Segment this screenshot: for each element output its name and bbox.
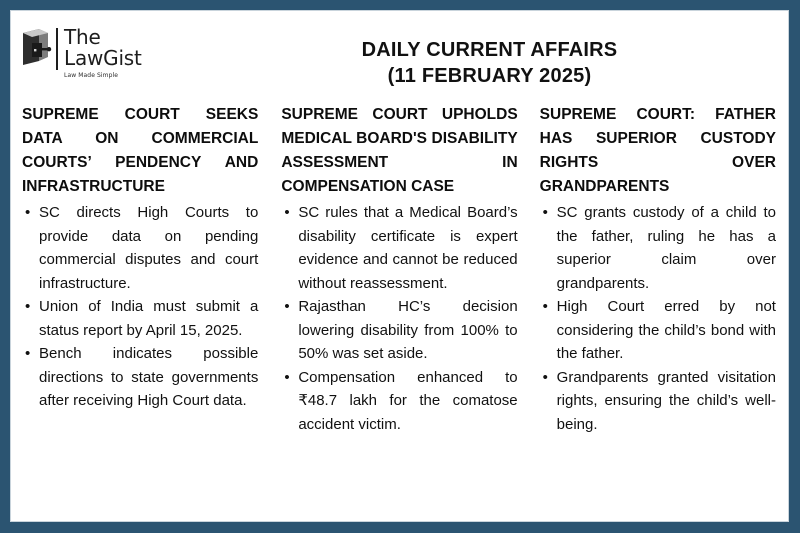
list-item: • Bench indicates possible directions to state governments after receiving High Court data. [22, 342, 258, 413]
column-1-heading: SUPREME COURT SEEKS DATA ON COMMERCIAL COURTS’ PENDENCY AND INFRASTRUCTURE [22, 106, 259, 195]
list-item: • High Court erred by not considering the child’s bond with the father. [540, 295, 776, 366]
list-item: • Compensation enhanced to ₹48.7 lakh for the comatose accident victim. [281, 366, 517, 437]
title-line-1: DAILY CURRENT AFFAIRS [361, 39, 618, 61]
logo-wordmark [64, 27, 142, 80]
list-item: • SC grants custody of a child to the father, ruling he has a superior claim over grandparents. [540, 201, 776, 295]
law-book-door-icon [19, 27, 53, 67]
list-item: • Rajasthan HC’s decision lowering disability from 100% to 50% was set aside. [281, 295, 517, 366]
news-column-1 [22, 103, 271, 521]
column-3-bullet-list [540, 201, 776, 436]
page-title [201, 37, 778, 89]
logo-line-lawgist: LawGist [64, 46, 142, 70]
brand-logo [19, 27, 142, 80]
list-item: • Grandparents granted visitation rights, ensuring the child’s well-being. [540, 366, 776, 437]
news-column-3 [530, 103, 776, 521]
list-item: • Union of India must submit a status report by April 15, 2025. [22, 295, 258, 342]
title-line-2: (11 FEBRUARY 2025) [387, 65, 592, 87]
news-columns [11, 103, 788, 521]
logo-divider [56, 28, 58, 70]
poster-header [11, 11, 788, 99]
list-item: • SC directs High Courts to provide data on pending commercial disputes and court infrastructure. [22, 201, 258, 295]
list-item: • SC rules that a Medical Board’s disability certificate is expert evidence and cannot be reduced without reassessment. [281, 201, 517, 295]
column-1-bullet-list [22, 201, 258, 413]
column-3-heading: SUPREME COURT: FATHER HAS SUPERIOR CUSTODY RIGHTS OVER GRANDPARENTS [539, 106, 776, 195]
poster-content [10, 10, 789, 522]
logo-line-the: The [64, 25, 101, 49]
column-2-bullet-list [281, 201, 517, 436]
news-column-2 [271, 103, 529, 521]
column-2-heading: SUPREME COURT UPHOLDS MEDICAL BOARD'S DISABILITY ASSESSMENT IN COMPENSATION CASE [281, 106, 518, 195]
logo-tagline: Law Made Simple [64, 72, 119, 79]
